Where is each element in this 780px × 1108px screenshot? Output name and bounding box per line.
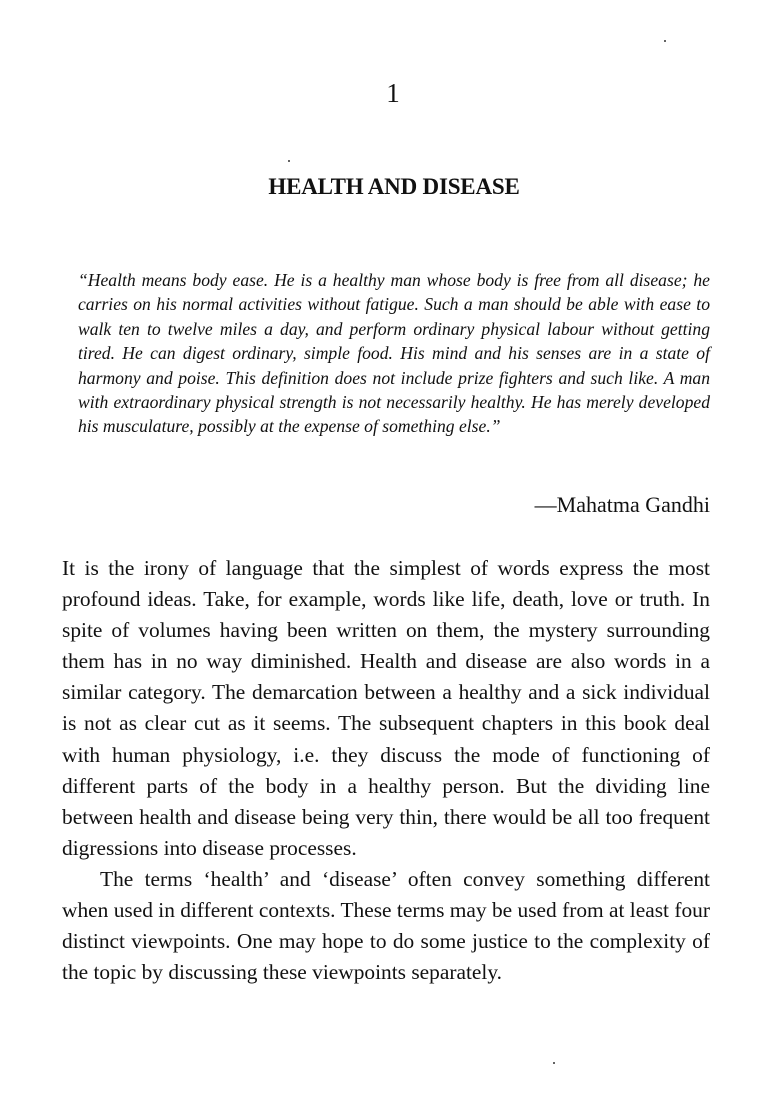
chapter-title: HEALTH AND DISEASE bbox=[268, 174, 520, 199]
body-paragraph: It is the irony of language that the simplest of words express the most profound ideas. Take, for example, words like life, death, love or truth. In spite of volumes having been written on them, the mystery surrounding them has in no way diminished. Health and disease are also words in a similar category. The demarcation between a healthy and a sick individual is not as clear cut as it seems. The subsequent chapters in this book deal with human physiology, i.e. they discuss the mode of functioning of different parts of the body in a healthy person. But the dividing line between health and disease being very thin, there would be all too frequent digressions into disease processes. bbox=[62, 556, 710, 860]
epigraph-attribution: —Mahatma Gandhi bbox=[534, 492, 710, 517]
scan-speck bbox=[553, 1062, 555, 1064]
body-paragraph: The terms ‘health’ and ‘disease’ often convey something different when used in different contexts. These terms may be used from at least four distinct viewpoints. One may hope to do some justice to the complexity of the topic by discussing these viewpoints separately. bbox=[62, 866, 710, 985]
chapter-number: 1 bbox=[386, 78, 400, 108]
body-text bbox=[62, 553, 710, 988]
scan-speck bbox=[664, 40, 666, 42]
scan-speck bbox=[288, 160, 290, 162]
epigraph-quote: “Health means body ease. He is a healthy man whose body is free from all disease; he carries on his normal activities without fatigue. Such a man should be able with ease to walk ten to twelve miles a day, and perform ordinary physical labour without getting tired. He can digest ordinary, simple food. His mind and his senses are in a state of harmony and poise. This definition does not include prize fighters and such like. A man with extraordinary physical strength is not necessarily healthy. He has merely developed his musculature, possibly at the expense of something else.” bbox=[78, 270, 710, 437]
